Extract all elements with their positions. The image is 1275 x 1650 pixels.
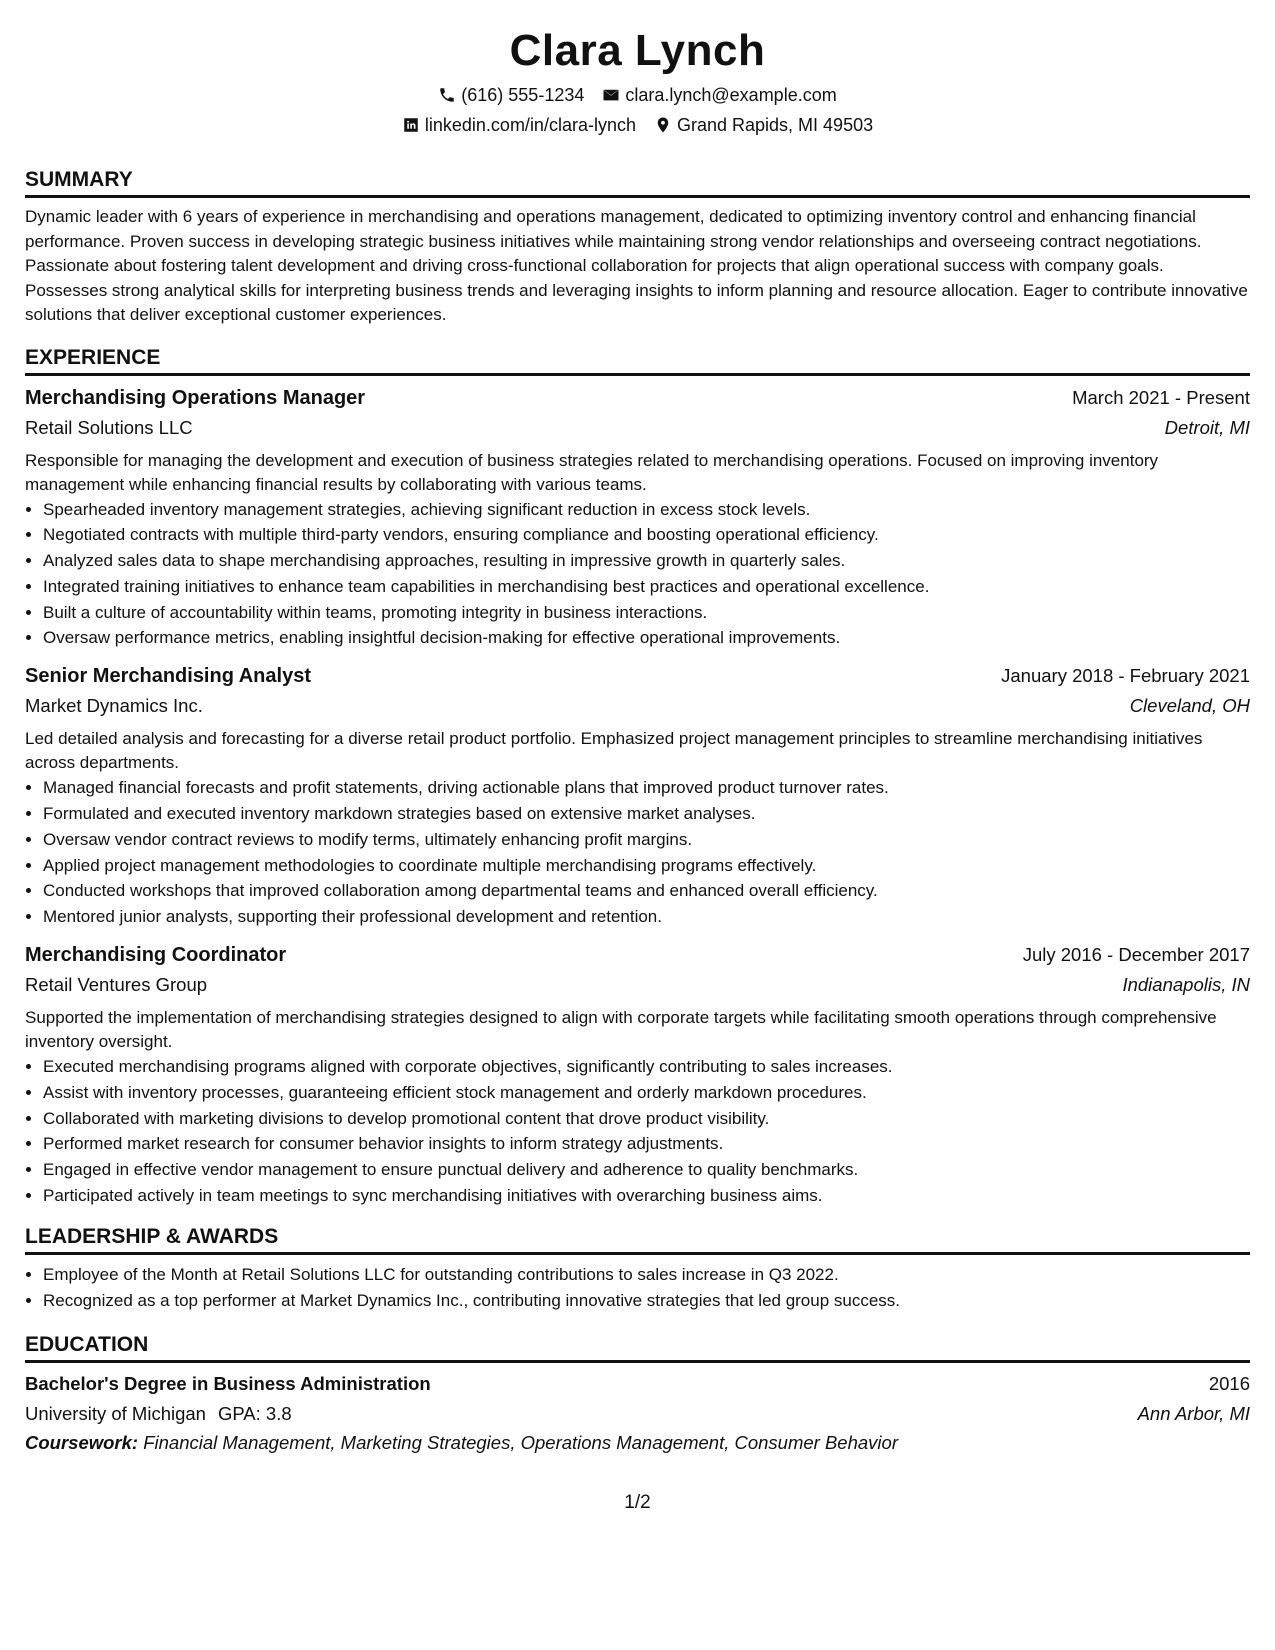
location-text: Grand Rapids, MI 49503 [676,115,874,135]
job-entry [25,383,1250,652]
candidate-name: Clara Lynch [509,26,766,75]
bullet-item: • Recognized as a top performer at Market Dynamics Inc., contributing innovative strategies that led group success. [43,1288,1250,1314]
job-entry [25,661,1250,930]
bullet-item: • Collaborated with marketing divisions to develop promotional content that drove product visibility. [43,1106,1250,1132]
coursework [25,1429,1250,1457]
bullet-item: • Formulated and executed inventory markdown strategies based on extensive market analyses. [43,801,1250,827]
education-section [25,1327,1250,1457]
job-company: Market Dynamics Inc. [25,695,203,717]
job-title: Senior Merchandising Analyst [25,665,311,688]
linkedin-url[interactable]: linkedin.com/in/clara-lynch [424,115,636,135]
phone-number: (616) 555-1234 [461,85,585,105]
job-description: Supported the implementation of merchandising strategies designed to align with corporate targets while facilitating smooth operations through comprehensive inventory oversight. [25,1008,1217,1052]
linkedin-icon [402,116,420,134]
leadership-section [25,1219,1250,1314]
bullet-item: • Spearheaded inventory management strategies, achieving significant reduction in excess stock levels. [43,497,1250,523]
bullet-item: • Employee of the Month at Retail Solutions LLC for outstanding contributions to sales increase in Q3 2022. [43,1262,1250,1288]
job-title: Merchandising Coordinator [25,944,287,967]
linkedin-contact [402,110,636,140]
job-dates: March 2021 - Present [1072,386,1250,408]
bullet-item: • Executed merchandising programs aligned with corporate objectives, significantly contributing to sales increases. [43,1054,1250,1080]
job-description: Led detailed analysis and forecasting for a diverse retail product portfolio. Emphasized project management principles to streamline merchandising initiatives across departments. [25,729,1203,773]
school-name: University of Michigan [25,1403,206,1425]
bullet-item: • Assist with inventory processes, guaranteeing efficient stock management and orderly markdown procedures. [43,1080,1250,1106]
summary-section [25,162,1250,328]
job-entry [25,940,1250,1209]
bullet-item: • Engaged in effective vendor management to ensure punctual delivery and adherence to quality benchmarks. [43,1157,1250,1183]
school-info [25,1399,292,1429]
job-description: Responsible for managing the development and execution of business strategies related to merchandising operations. Focused on improving inventory management while enhancing financial results by collaborating with various teams. [25,450,1159,494]
bullet-item: • Negotiated contracts with multiple third-party vendors, ensuring compliance and boosting operational efficiency. [43,522,1250,548]
gpa: GPA: 3.8 [217,1403,292,1425]
degree-title: Bachelor's Degree in Business Administration [25,1373,431,1395]
job-dates: July 2016 - December 2017 [1022,944,1250,966]
phone-icon [438,86,456,104]
summary-text: Dynamic leader with 6 years of experience in merchandising and operations management, dedicated to optimizing inventory control and enhancing financial performance. Proven success in developing strategic business initiatives while maintaining strong vendor relationships and overseeing contract negotiations. Passionate about fostering talent development and driving cross-functional collaboration for projects that align operational success with company goals. Possesses strong analytical skills for interpreting business trends and leveraging insights to inform planning and resource allocation. Eager to contribute innovative solutions that deliver exceptional customer experiences. [25,207,1248,324]
experience-heading: EXPERIENCE [25,340,1250,376]
coursework-label: Coursework: [25,1432,139,1454]
job-bullets [25,497,1250,652]
bullet-item: • Managed financial forecasts and profit statements, driving actionable plans that improved product turnover rates. [43,775,1250,801]
bullet-item: • Participated actively in team meetings to sync merchandising initiatives with overarching business aims. [43,1183,1250,1209]
email-contact [602,80,836,110]
education-heading: EDUCATION [25,1327,1250,1363]
bullet-item: • Conducted workshops that improved collaboration among departmental teams and enhanced overall efficiency. [43,878,1250,904]
job-bullets [25,775,1250,930]
experience-section [25,340,1250,1209]
map-pin-icon [654,116,672,134]
phone-contact [438,80,584,110]
job-company: Retail Ventures Group [25,974,208,996]
job-company: Retail Solutions LLC [25,416,193,438]
page-number: 1/2 [624,1492,651,1513]
email-address[interactable]: clara.lynch@example.com [625,85,837,105]
bullet-item: • Integrated training initiatives to enhance team capabilities in merchandising best practices and operational excellence. [43,574,1250,600]
bullet-item: • Built a culture of accountability within teams, promoting integrity in business interactions. [43,600,1250,626]
bullet-item: • Oversaw performance metrics, enabling insightful decision-making for effective operational improvements. [43,625,1250,651]
summary-heading: SUMMARY [25,162,1250,198]
bullet-item: • Performed market research for consumer behavior insights to inform strategy adjustments. [43,1131,1250,1157]
bullet-item: • Mentored junior analysts, supporting their professional development and retention. [43,904,1250,930]
location-contact [654,110,873,140]
job-bullets [25,1054,1250,1209]
envelope-icon [602,86,620,104]
award-bullets [25,1262,1250,1314]
job-location: Indianapolis, IN [1122,974,1250,996]
job-dates: January 2018 - February 2021 [1001,665,1250,687]
job-location: Detroit, MI [1164,416,1250,438]
school-location: Ann Arbor, MI [1137,1403,1250,1425]
bullet-item: • Analyzed sales data to shape merchandising approaches, resulting in impressive growth in quarterly sales. [43,548,1250,574]
coursework-list: Financial Management, Marketing Strategies, Operations Management, Consumer Behavior [143,1432,898,1454]
contact-line-1 [25,80,1250,110]
contact-line-2 [25,110,1250,140]
bullet-item: • Oversaw vendor contract reviews to modify terms, ultimately enhancing profit margins. [43,827,1250,853]
job-title: Merchandising Operations Manager [25,386,366,409]
leadership-heading: LEADERSHIP & AWARDS [25,1219,1250,1255]
job-location: Cleveland, OH [1129,695,1250,717]
graduation-year: 2016 [1208,1373,1250,1395]
bullet-item: • Applied project management methodologies to coordinate multiple merchandising programs effectively. [43,853,1250,879]
